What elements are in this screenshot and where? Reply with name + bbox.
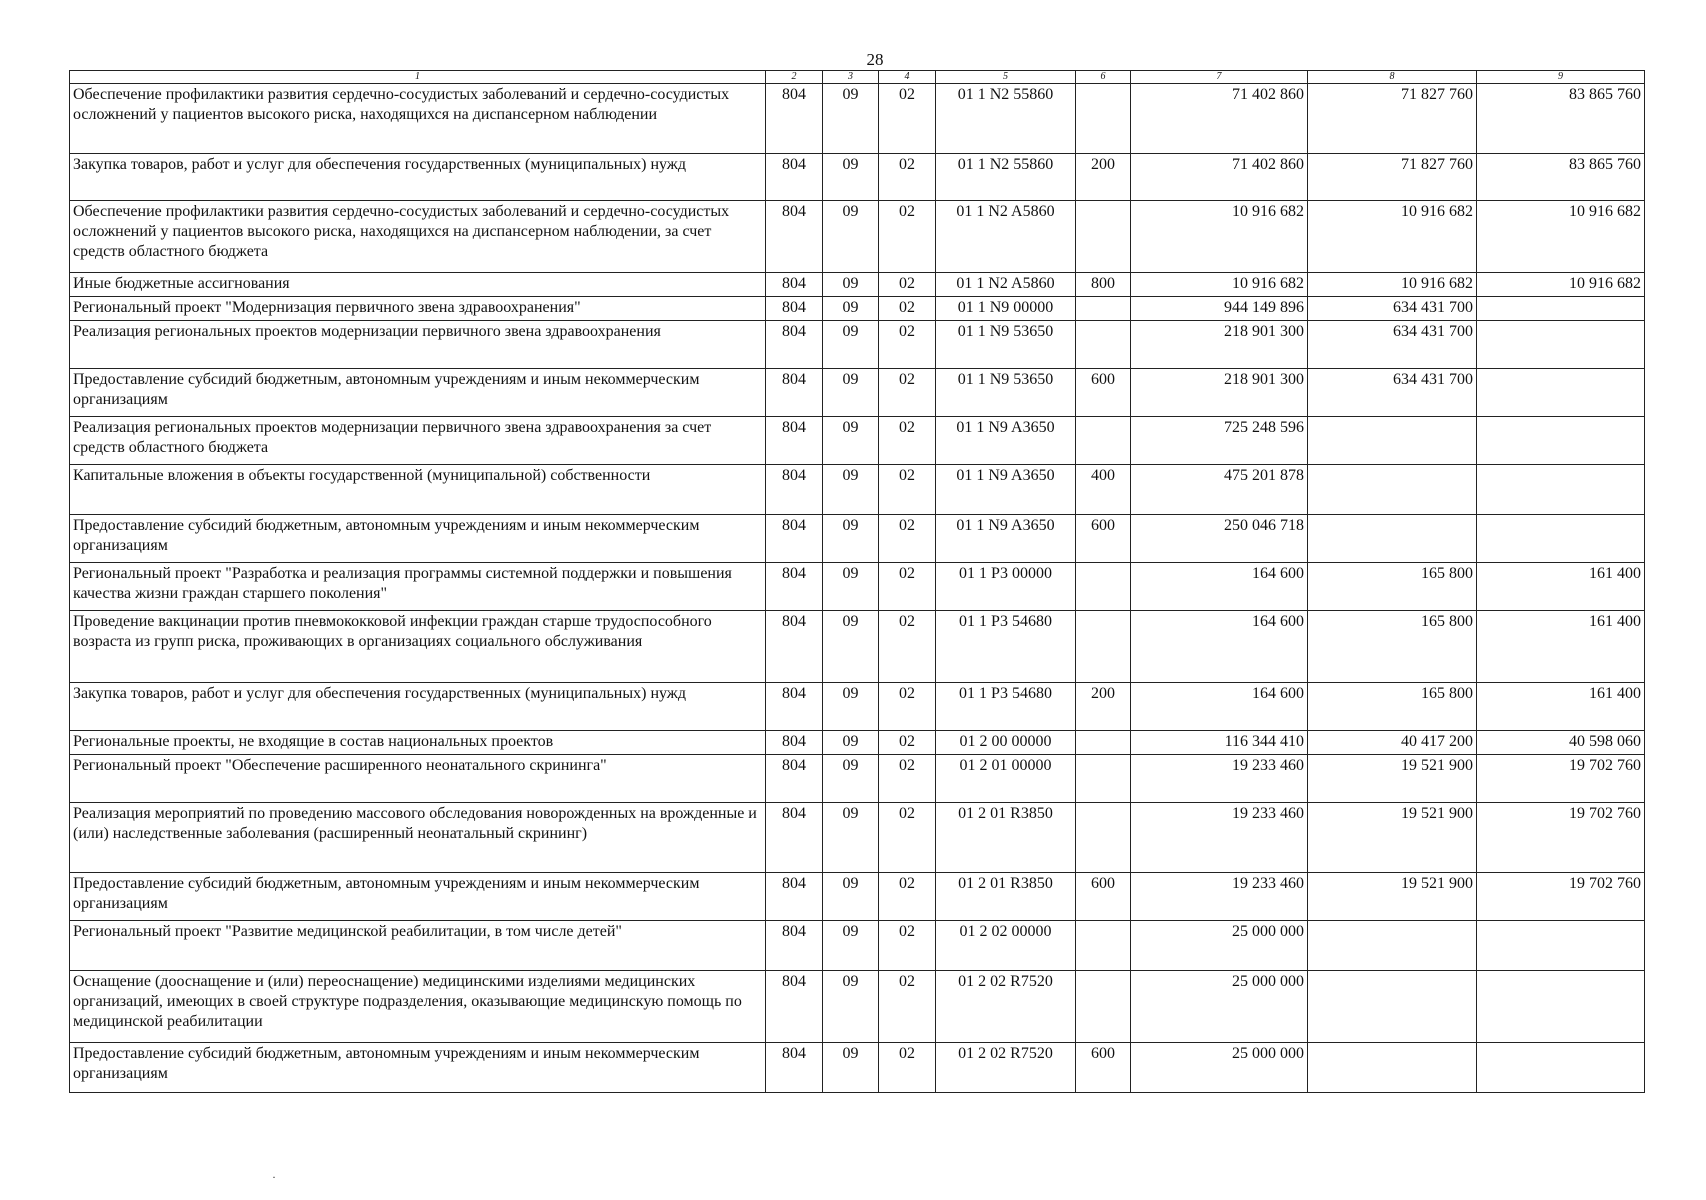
row-amount-year3: [1477, 417, 1645, 465]
table-row: [70, 563, 1645, 611]
table-row: [70, 84, 1645, 154]
row-target-code: 01 1 N9 A3650: [936, 515, 1076, 563]
row-amount-year1: 218 901 300: [1131, 321, 1308, 369]
row-amount-year3: [1477, 1043, 1645, 1093]
row-subsection-code: 02: [879, 465, 936, 515]
row-amount-year3: 19 702 760: [1477, 755, 1645, 803]
row-section-code: 09: [823, 921, 879, 971]
row-ministry-code: 804: [766, 683, 823, 731]
row-amount-year3: 10 916 682: [1477, 201, 1645, 273]
row-name: Проведение вакцинации против пневмококковой инфекции граждан старше трудоспособного возраста из групп риска, проживающих в организациях социального обслуживания: [70, 611, 766, 683]
row-amount-year1: 250 046 718: [1131, 515, 1308, 563]
row-subsection-code: 02: [879, 369, 936, 417]
row-section-code: 09: [823, 611, 879, 683]
column-header: 7: [1131, 71, 1308, 84]
table-row: [70, 683, 1645, 731]
row-name: Предоставление субсидий бюджетным, автономным учреждениям и иным некоммерческим организациям: [70, 369, 766, 417]
row-section-code: 09: [823, 971, 879, 1043]
row-section-code: 09: [823, 1043, 879, 1093]
row-name: Иные бюджетные ассигнования: [70, 273, 766, 297]
row-target-code: 01 1 N2 55860: [936, 154, 1076, 201]
row-amount-year2: 10 916 682: [1308, 201, 1477, 273]
table-row: [70, 369, 1645, 417]
row-section-code: 09: [823, 731, 879, 755]
row-target-code: 01 1 P3 54680: [936, 683, 1076, 731]
row-target-code: 01 1 N9 53650: [936, 321, 1076, 369]
row-expense-type: 400: [1076, 465, 1131, 515]
row-subsection-code: 02: [879, 201, 936, 273]
row-amount-year2: [1308, 465, 1477, 515]
row-ministry-code: 804: [766, 611, 823, 683]
row-amount-year2: 165 800: [1308, 683, 1477, 731]
row-name: Предоставление субсидий бюджетным, автономным учреждениям и иным некоммерческим организациям: [70, 1043, 766, 1093]
row-expense-type: 600: [1076, 369, 1131, 417]
row-expense-type: [1076, 803, 1131, 873]
row-amount-year2: 165 800: [1308, 611, 1477, 683]
row-amount-year1: 10 916 682: [1131, 273, 1308, 297]
row-name: Реализация региональных проектов модернизации первичного звена здравоохранения за счет средств областного бюджета: [70, 417, 766, 465]
row-ministry-code: 804: [766, 201, 823, 273]
row-subsection-code: 02: [879, 683, 936, 731]
table-row: [70, 971, 1645, 1043]
row-subsection-code: 02: [879, 84, 936, 154]
column-header: 1: [70, 71, 766, 84]
row-amount-year3: [1477, 515, 1645, 563]
row-section-code: 09: [823, 297, 879, 321]
row-name: Реализация мероприятий по проведению массового обследования новорожденных на врожденные и (или) наследственные заболевания (расширенный неонатальный скрининг): [70, 803, 766, 873]
row-amount-year1: 10 916 682: [1131, 201, 1308, 273]
row-ministry-code: 804: [766, 465, 823, 515]
row-subsection-code: 02: [879, 873, 936, 921]
row-subsection-code: 02: [879, 1043, 936, 1093]
row-target-code: 01 2 02 00000: [936, 921, 1076, 971]
row-name: Оснащение (дооснащение и (или) переоснащение) медицинскими изделиями медицинских организаций, имеющих в своей структуре подразделения, оказывающие медицинскую помощь по медицинской реабилитации: [70, 971, 766, 1043]
row-name: Обеспечение профилактики развития сердечно-сосудистых заболеваний и сердечно-сосудистых осложнений у пациентов высокого риска, находящихся на диспансерном наблюдении: [70, 84, 766, 154]
row-section-code: 09: [823, 417, 879, 465]
row-ministry-code: 804: [766, 873, 823, 921]
row-ministry-code: 804: [766, 971, 823, 1043]
row-ministry-code: 804: [766, 417, 823, 465]
row-amount-year2: 71 827 760: [1308, 84, 1477, 154]
table-row: [70, 297, 1645, 321]
column-header: 6: [1076, 71, 1131, 84]
row-amount-year3: [1477, 297, 1645, 321]
row-name: Реализация региональных проектов модернизации первичного звена здравоохранения: [70, 321, 766, 369]
row-target-code: 01 1 N2 A5860: [936, 201, 1076, 273]
row-section-code: 09: [823, 803, 879, 873]
row-target-code: 01 2 02 R7520: [936, 971, 1076, 1043]
row-amount-year1: 164 600: [1131, 611, 1308, 683]
row-subsection-code: 02: [879, 611, 936, 683]
row-amount-year1: 116 344 410: [1131, 731, 1308, 755]
row-ministry-code: 804: [766, 921, 823, 971]
row-target-code: 01 1 N9 A3650: [936, 417, 1076, 465]
row-subsection-code: 02: [879, 273, 936, 297]
row-expense-type: [1076, 731, 1131, 755]
table-row: [70, 515, 1645, 563]
row-expense-type: [1076, 321, 1131, 369]
row-amount-year3: 161 400: [1477, 611, 1645, 683]
row-amount-year3: [1477, 321, 1645, 369]
row-name: Обеспечение профилактики развития сердечно-сосудистых заболеваний и сердечно-сосудистых осложнений у пациентов высокого риска, находящихся на диспансерном наблюдении, за счет средств областного бюджета: [70, 201, 766, 273]
row-subsection-code: 02: [879, 971, 936, 1043]
table-row: [70, 873, 1645, 921]
row-ministry-code: 804: [766, 731, 823, 755]
row-target-code: 01 1 N9 A3650: [936, 465, 1076, 515]
row-amount-year2: 634 431 700: [1308, 369, 1477, 417]
row-section-code: 09: [823, 465, 879, 515]
row-ministry-code: 804: [766, 154, 823, 201]
row-target-code: 01 1 N9 00000: [936, 297, 1076, 321]
page-number: 28: [866, 50, 884, 69]
row-name: Закупка товаров, работ и услуг для обеспечения государственных (муниципальных) нужд: [70, 154, 766, 201]
row-expense-type: [1076, 563, 1131, 611]
row-subsection-code: 02: [879, 921, 936, 971]
row-amount-year2: [1308, 417, 1477, 465]
row-amount-year2: 165 800: [1308, 563, 1477, 611]
row-section-code: 09: [823, 369, 879, 417]
row-ministry-code: 804: [766, 297, 823, 321]
row-subsection-code: 02: [879, 803, 936, 873]
row-expense-type: 600: [1076, 873, 1131, 921]
row-expense-type: 200: [1076, 154, 1131, 201]
row-amount-year2: [1308, 921, 1477, 971]
row-expense-type: [1076, 201, 1131, 273]
row-amount-year3: 161 400: [1477, 563, 1645, 611]
row-amount-year1: 71 402 860: [1131, 154, 1308, 201]
table-row: [70, 273, 1645, 297]
table-row: [70, 611, 1645, 683]
column-header: 8: [1308, 71, 1477, 84]
row-amount-year3: 10 916 682: [1477, 273, 1645, 297]
row-ministry-code: 804: [766, 84, 823, 154]
row-amount-year2: 10 916 682: [1308, 273, 1477, 297]
row-expense-type: 200: [1076, 683, 1131, 731]
row-expense-type: [1076, 611, 1131, 683]
row-subsection-code: 02: [879, 755, 936, 803]
row-ministry-code: 804: [766, 803, 823, 873]
row-amount-year1: 25 000 000: [1131, 971, 1308, 1043]
row-name: Региональный проект "Развитие медицинской реабилитации, в том числе детей": [70, 921, 766, 971]
row-amount-year1: 25 000 000: [1131, 921, 1308, 971]
row-subsection-code: 02: [879, 297, 936, 321]
row-ministry-code: 804: [766, 563, 823, 611]
row-amount-year3: 40 598 060: [1477, 731, 1645, 755]
row-amount-year1: 19 233 460: [1131, 873, 1308, 921]
row-amount-year1: 19 233 460: [1131, 803, 1308, 873]
column-header: 3: [823, 71, 879, 84]
row-amount-year1: 725 248 596: [1131, 417, 1308, 465]
row-section-code: 09: [823, 873, 879, 921]
row-amount-year1: 944 149 896: [1131, 297, 1308, 321]
row-name: Закупка товаров, работ и услуг для обеспечения государственных (муниципальных) нужд: [70, 683, 766, 731]
row-ministry-code: 804: [766, 369, 823, 417]
row-section-code: 09: [823, 683, 879, 731]
column-header: 2: [766, 71, 823, 84]
row-target-code: 01 2 01 R3850: [936, 873, 1076, 921]
row-ministry-code: 804: [766, 1043, 823, 1093]
row-section-code: 09: [823, 321, 879, 369]
table-row: [70, 321, 1645, 369]
row-target-code: 01 1 N9 53650: [936, 369, 1076, 417]
row-expense-type: 600: [1076, 515, 1131, 563]
row-ministry-code: 804: [766, 321, 823, 369]
row-target-code: 01 1 P3 54680: [936, 611, 1076, 683]
table-row: [70, 921, 1645, 971]
row-section-code: 09: [823, 755, 879, 803]
row-amount-year3: 83 865 760: [1477, 154, 1645, 201]
row-section-code: 09: [823, 515, 879, 563]
row-target-code: 01 2 01 00000: [936, 755, 1076, 803]
row-expense-type: [1076, 755, 1131, 803]
row-amount-year2: 19 521 900: [1308, 755, 1477, 803]
table-body: [70, 84, 1645, 1093]
table-row: [70, 154, 1645, 201]
row-expense-type: [1076, 921, 1131, 971]
table-row: [70, 1043, 1645, 1093]
row-ministry-code: 804: [766, 273, 823, 297]
row-expense-type: 800: [1076, 273, 1131, 297]
row-target-code: 01 2 02 R7520: [936, 1043, 1076, 1093]
row-amount-year2: 19 521 900: [1308, 873, 1477, 921]
row-amount-year1: 164 600: [1131, 683, 1308, 731]
row-amount-year3: 83 865 760: [1477, 84, 1645, 154]
table-row: [70, 417, 1645, 465]
row-subsection-code: 02: [879, 515, 936, 563]
row-amount-year3: [1477, 369, 1645, 417]
row-amount-year1: 164 600: [1131, 563, 1308, 611]
row-ministry-code: 804: [766, 755, 823, 803]
row-ministry-code: 804: [766, 515, 823, 563]
row-subsection-code: 02: [879, 563, 936, 611]
row-amount-year1: 71 402 860: [1131, 84, 1308, 154]
row-expense-type: [1076, 297, 1131, 321]
row-target-code: 01 2 01 R3850: [936, 803, 1076, 873]
row-amount-year3: [1477, 971, 1645, 1043]
row-section-code: 09: [823, 154, 879, 201]
row-name: Региональный проект "Разработка и реализация программы системной поддержки и повышения качества жизни граждан старшего поколения": [70, 563, 766, 611]
row-amount-year1: 218 901 300: [1131, 369, 1308, 417]
row-amount-year2: [1308, 1043, 1477, 1093]
scan-dot: ·: [272, 1170, 276, 1184]
table-row: [70, 803, 1645, 873]
row-section-code: 09: [823, 273, 879, 297]
row-subsection-code: 02: [879, 154, 936, 201]
row-expense-type: 600: [1076, 1043, 1131, 1093]
row-amount-year1: 19 233 460: [1131, 755, 1308, 803]
row-name: Региональные проекты, не входящие в состав национальных проектов: [70, 731, 766, 755]
row-amount-year3: 19 702 760: [1477, 803, 1645, 873]
row-amount-year2: 19 521 900: [1308, 803, 1477, 873]
row-name: Предоставление субсидий бюджетным, автономным учреждениям и иным некоммерческим организациям: [70, 873, 766, 921]
row-amount-year2: 634 431 700: [1308, 297, 1477, 321]
table-row: [70, 201, 1645, 273]
row-section-code: 09: [823, 201, 879, 273]
row-amount-year1: 475 201 878: [1131, 465, 1308, 515]
row-amount-year2: 634 431 700: [1308, 321, 1477, 369]
row-target-code: 01 1 N2 55860: [936, 84, 1076, 154]
row-amount-year3: [1477, 921, 1645, 971]
row-amount-year2: 71 827 760: [1308, 154, 1477, 201]
row-name: Капитальные вложения в объекты государственной (муниципальной) собственности: [70, 465, 766, 515]
row-section-code: 09: [823, 84, 879, 154]
row-name: Региональный проект "Модернизация первичного звена здравоохранения": [70, 297, 766, 321]
row-amount-year3: 161 400: [1477, 683, 1645, 731]
row-expense-type: [1076, 971, 1131, 1043]
row-expense-type: [1076, 84, 1131, 154]
column-number-row: [70, 71, 1645, 84]
row-name: Предоставление субсидий бюджетным, автономным учреждениям и иным некоммерческим организациям: [70, 515, 766, 563]
row-section-code: 09: [823, 563, 879, 611]
row-subsection-code: 02: [879, 321, 936, 369]
row-target-code: 01 2 00 00000: [936, 731, 1076, 755]
row-name: Региональный проект "Обеспечение расширенного неонатального скрининга": [70, 755, 766, 803]
row-expense-type: [1076, 417, 1131, 465]
column-header: 4: [879, 71, 936, 84]
row-amount-year3: 19 702 760: [1477, 873, 1645, 921]
column-header: 9: [1477, 71, 1645, 84]
budget-table: [69, 70, 1645, 1093]
row-amount-year1: 25 000 000: [1131, 1043, 1308, 1093]
row-subsection-code: 02: [879, 417, 936, 465]
table-row: [70, 465, 1645, 515]
row-amount-year2: [1308, 515, 1477, 563]
row-target-code: 01 1 N2 A5860: [936, 273, 1076, 297]
column-header: 5: [936, 71, 1076, 84]
row-target-code: 01 1 P3 00000: [936, 563, 1076, 611]
row-amount-year2: 40 417 200: [1308, 731, 1477, 755]
row-amount-year3: [1477, 465, 1645, 515]
row-amount-year2: [1308, 971, 1477, 1043]
table-row: [70, 731, 1645, 755]
row-subsection-code: 02: [879, 731, 936, 755]
table-row: [70, 755, 1645, 803]
